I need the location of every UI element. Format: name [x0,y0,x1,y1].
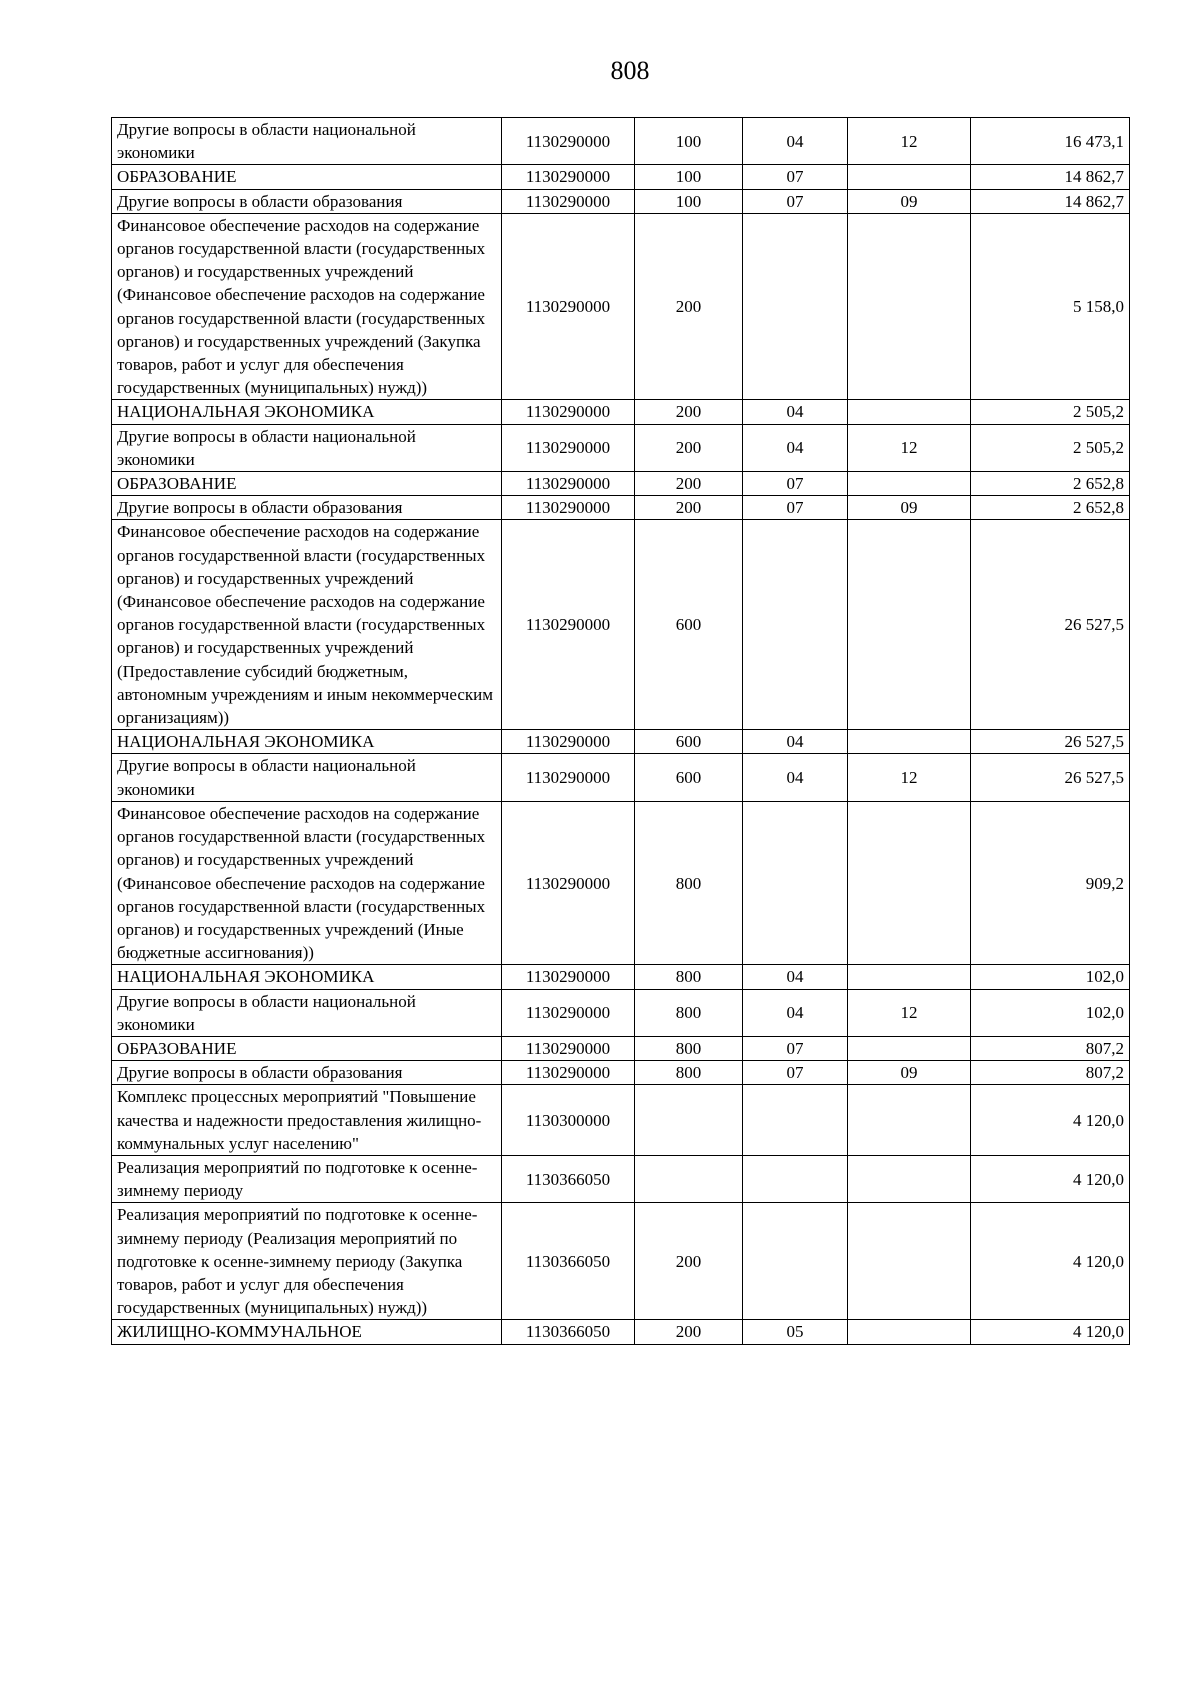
table-row [112,189,1130,213]
row-section-cell: 07 [743,472,848,496]
row-subsection-cell [848,472,971,496]
row-expense-type-cell: 800 [635,1061,743,1085]
page-number: 808 [610,56,650,85]
row-name-cell: ОБРАЗОВАНИЕ [112,472,502,496]
row-subsection-cell: 12 [848,754,971,801]
row-subsection-cell [848,1155,971,1202]
row-section-cell [743,1203,848,1320]
table-row [112,989,1130,1036]
row-code-cell: 1130290000 [502,424,635,471]
row-section-cell: 04 [743,118,848,165]
budget-table-body [112,118,1130,1345]
row-name-cell: Другие вопросы в области образования [112,189,502,213]
row-name-cell: НАЦИОНАЛЬНАЯ ЭКОНОМИКА [112,730,502,754]
row-code-cell: 1130290000 [502,165,635,189]
row-subsection-cell: 09 [848,1061,971,1085]
row-code-cell: 1130290000 [502,801,635,964]
row-subsection-cell: 12 [848,989,971,1036]
row-section-cell: 07 [743,165,848,189]
row-expense-type-cell [635,1155,743,1202]
row-section-cell [743,520,848,730]
row-expense-type-cell [635,1085,743,1156]
table-row [112,801,1130,964]
row-subsection-cell: 12 [848,424,971,471]
row-subsection-cell [848,1203,971,1320]
table-row [112,1155,1130,1202]
row-expense-type-cell: 800 [635,965,743,989]
row-expense-type-cell: 200 [635,400,743,424]
row-expense-type-cell: 200 [635,424,743,471]
row-section-cell [743,1155,848,1202]
row-section-cell: 07 [743,189,848,213]
row-expense-type-cell: 600 [635,730,743,754]
row-section-cell: 04 [743,424,848,471]
row-expense-type-cell: 800 [635,989,743,1036]
row-name-cell: НАЦИОНАЛЬНАЯ ЭКОНОМИКА [112,965,502,989]
row-expense-type-cell: 100 [635,165,743,189]
table-row [112,165,1130,189]
row-amount-cell: 807,2 [971,1061,1130,1085]
row-name-cell: ОБРАЗОВАНИЕ [112,165,502,189]
row-section-cell [743,801,848,964]
row-name-cell: Другие вопросы в области национальной экономики [112,754,502,801]
row-amount-cell: 26 527,5 [971,730,1130,754]
row-section-cell [743,213,848,400]
row-subsection-cell [848,965,971,989]
row-code-cell: 1130290000 [502,496,635,520]
row-section-cell [743,1085,848,1156]
table-row [112,118,1130,165]
table-row [112,1320,1130,1344]
row-code-cell: 1130290000 [502,520,635,730]
row-name-cell: Финансовое обеспечение расходов на содержание органов государственной власти (государственных органов) и государственных учреждений (Финансовое обеспечение расходов на содержание органов государственной власти (государственных органов) и государственных учреждений (Предоставление субсидий бюджетным, автономным учреждениям и иным некоммерческим организациям)) [112,520,502,730]
row-section-cell: 04 [743,965,848,989]
row-code-cell: 1130366050 [502,1203,635,1320]
row-expense-type-cell: 200 [635,213,743,400]
row-code-cell: 1130290000 [502,1036,635,1060]
row-section-cell: 04 [743,989,848,1036]
row-section-cell: 04 [743,400,848,424]
row-code-cell: 1130290000 [502,754,635,801]
row-subsection-cell [848,801,971,964]
table-row [112,1203,1130,1320]
budget-table [111,117,1130,1345]
row-expense-type-cell: 800 [635,801,743,964]
row-expense-type-cell: 200 [635,496,743,520]
row-expense-type-cell: 800 [635,1036,743,1060]
row-code-cell: 1130290000 [502,965,635,989]
row-name-cell: Комплекс процессных мероприятий "Повышение качества и надежности предоставления жилищно-коммунальных услуг населению" [112,1085,502,1156]
table-row [112,496,1130,520]
table-row [112,213,1130,400]
row-subsection-cell [848,1036,971,1060]
row-name-cell: Финансовое обеспечение расходов на содержание органов государственной власти (государственных органов) и государственных учреждений (Финансовое обеспечение расходов на содержание органов государственной власти (государственных органов) и государственных учреждений (Закупка товаров, работ и услуг для обеспечения государственных (муниципальных) нужд)) [112,213,502,400]
row-subsection-cell [848,213,971,400]
table-row [112,754,1130,801]
row-amount-cell: 4 120,0 [971,1085,1130,1156]
row-subsection-cell [848,1085,971,1156]
row-name-cell: Реализация мероприятий по подготовке к осенне-зимнему периоду [112,1155,502,1202]
row-code-cell: 1130290000 [502,989,635,1036]
row-amount-cell: 2 505,2 [971,424,1130,471]
row-name-cell: Финансовое обеспечение расходов на содержание органов государственной власти (государственных органов) и государственных учреждений (Финансовое обеспечение расходов на содержание органов государственной власти (государственных органов) и государственных учреждений (Иные бюджетные ассигнования)) [112,801,502,964]
row-expense-type-cell: 200 [635,472,743,496]
row-amount-cell: 102,0 [971,965,1130,989]
row-code-cell: 1130300000 [502,1085,635,1156]
row-subsection-cell [848,400,971,424]
row-code-cell: 1130366050 [502,1155,635,1202]
row-code-cell: 1130290000 [502,1061,635,1085]
row-expense-type-cell: 200 [635,1203,743,1320]
row-amount-cell: 2 652,8 [971,472,1130,496]
row-amount-cell: 14 862,7 [971,165,1130,189]
row-name-cell: ЖИЛИЩНО-КОММУНАЛЬНОЕ [112,1320,502,1344]
table-row [112,400,1130,424]
row-amount-cell: 807,2 [971,1036,1130,1060]
row-amount-cell: 5 158,0 [971,213,1130,400]
row-expense-type-cell: 600 [635,754,743,801]
row-section-cell: 07 [743,1061,848,1085]
row-subsection-cell [848,1320,971,1344]
table-row [112,1085,1130,1156]
row-code-cell: 1130290000 [502,400,635,424]
row-amount-cell: 14 862,7 [971,189,1130,213]
row-code-cell: 1130290000 [502,730,635,754]
row-name-cell: ОБРАЗОВАНИЕ [112,1036,502,1060]
row-amount-cell: 4 120,0 [971,1155,1130,1202]
row-subsection-cell: 12 [848,118,971,165]
table-row [112,472,1130,496]
row-name-cell: Другие вопросы в области национальной экономики [112,118,502,165]
row-section-cell: 04 [743,754,848,801]
row-expense-type-cell: 100 [635,118,743,165]
row-amount-cell: 26 527,5 [971,754,1130,801]
table-row [112,1061,1130,1085]
table-row [112,520,1130,730]
row-section-cell: 07 [743,1036,848,1060]
row-subsection-cell: 09 [848,496,971,520]
row-section-cell: 05 [743,1320,848,1344]
row-section-cell: 04 [743,730,848,754]
row-amount-cell: 2 652,8 [971,496,1130,520]
row-code-cell: 1130366050 [502,1320,635,1344]
row-code-cell: 1130290000 [502,118,635,165]
row-name-cell: Другие вопросы в области национальной экономики [112,989,502,1036]
row-amount-cell: 16 473,1 [971,118,1130,165]
row-amount-cell: 102,0 [971,989,1130,1036]
row-amount-cell: 4 120,0 [971,1203,1130,1320]
row-code-cell: 1130290000 [502,213,635,400]
row-subsection-cell [848,165,971,189]
row-expense-type-cell: 600 [635,520,743,730]
row-section-cell: 07 [743,496,848,520]
row-amount-cell: 26 527,5 [971,520,1130,730]
row-name-cell: Другие вопросы в области национальной экономики [112,424,502,471]
table-row [112,1036,1130,1060]
row-code-cell: 1130290000 [502,189,635,213]
row-expense-type-cell: 200 [635,1320,743,1344]
row-amount-cell: 909,2 [971,801,1130,964]
row-subsection-cell [848,520,971,730]
row-name-cell: НАЦИОНАЛЬНАЯ ЭКОНОМИКА [112,400,502,424]
row-name-cell: Другие вопросы в области образования [112,1061,502,1085]
row-amount-cell: 4 120,0 [971,1320,1130,1344]
row-expense-type-cell: 100 [635,189,743,213]
row-code-cell: 1130290000 [502,472,635,496]
table-row [112,965,1130,989]
row-amount-cell: 2 505,2 [971,400,1130,424]
row-subsection-cell [848,730,971,754]
row-subsection-cell: 09 [848,189,971,213]
table-row [112,730,1130,754]
row-name-cell: Другие вопросы в области образования [112,496,502,520]
table-row [112,424,1130,471]
row-name-cell: Реализация мероприятий по подготовке к осенне-зимнему периоду (Реализация мероприятий по подготовке к осенне-зимнему периоду (Закупка товаров, работ и услуг для обеспечения государственных (муниципальных) нужд)) [112,1203,502,1320]
